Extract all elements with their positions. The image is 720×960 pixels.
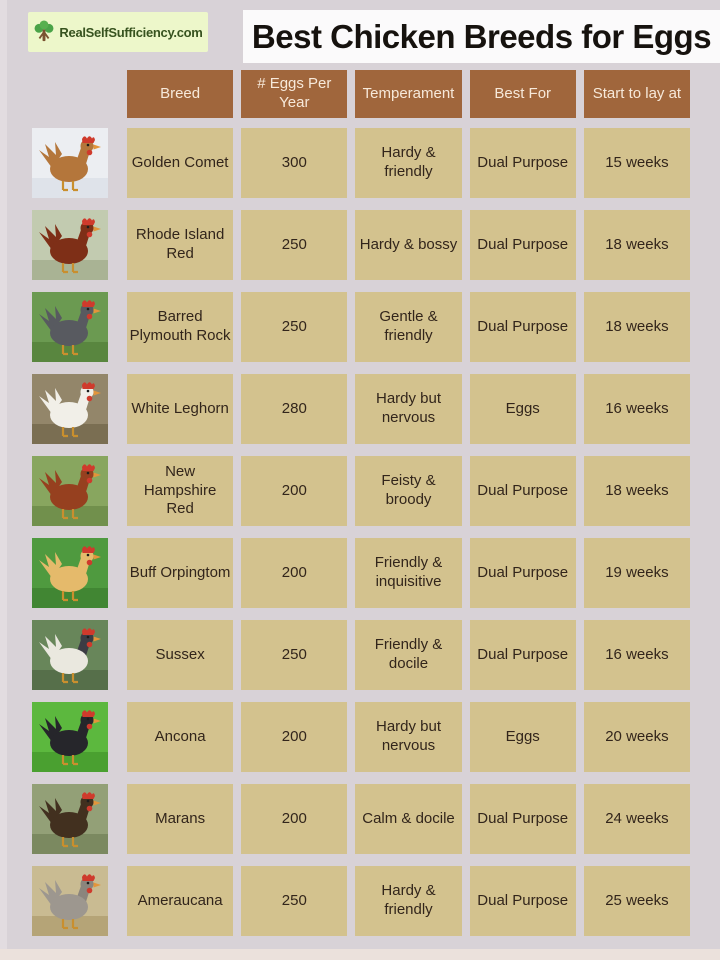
- start-cell: 16 weeks: [584, 374, 690, 444]
- title-banner: [243, 10, 720, 63]
- breed-photo: [32, 456, 108, 526]
- table-row: [32, 784, 690, 854]
- breed-cell: Ancona: [127, 702, 233, 772]
- logo-text: RealSelfSufficiency.com: [59, 24, 203, 40]
- table-row: [32, 538, 690, 608]
- breed-cell: New Hampshire Red: [127, 456, 233, 526]
- breed-cell: White Leghorn: [127, 374, 233, 444]
- logo: [28, 12, 208, 52]
- temperament-cell: Friendly & inquisitive: [355, 538, 461, 608]
- eggs-cell: 250: [241, 866, 347, 936]
- column-header-temperament: Temperament: [355, 70, 461, 118]
- best-for-cell: Dual Purpose: [470, 292, 576, 362]
- temperament-cell: Gentle & friendly: [355, 292, 461, 362]
- start-cell: 25 weeks: [584, 866, 690, 936]
- eggs-cell: 200: [241, 538, 347, 608]
- table-row: [32, 456, 690, 526]
- eggs-cell: 300: [241, 128, 347, 198]
- eggs-cell: 200: [241, 784, 347, 854]
- best-for-cell: Dual Purpose: [470, 620, 576, 690]
- start-cell: 18 weeks: [584, 292, 690, 362]
- left-edge-strip: [0, 0, 7, 960]
- start-cell: 18 weeks: [584, 456, 690, 526]
- start-cell: 16 weeks: [584, 620, 690, 690]
- temperament-cell: Hardy but nervous: [355, 702, 461, 772]
- header-photo-spacer: [32, 70, 108, 118]
- eggs-cell: 200: [241, 702, 347, 772]
- table-row: [32, 620, 690, 690]
- breed-photo: [32, 374, 108, 444]
- start-cell: 19 weeks: [584, 538, 690, 608]
- best-for-cell: Dual Purpose: [470, 456, 576, 526]
- breed-photo: [32, 784, 108, 854]
- best-for-cell: Dual Purpose: [470, 210, 576, 280]
- breed-photo: [32, 538, 108, 608]
- temperament-cell: Hardy but nervous: [355, 374, 461, 444]
- table-row: [32, 210, 690, 280]
- breed-photo: [32, 292, 108, 362]
- breed-photo: [32, 620, 108, 690]
- breed-cell: Buff Orpingtom: [127, 538, 233, 608]
- breed-photo: [32, 210, 108, 280]
- column-header-breed: Breed: [127, 70, 233, 118]
- start-cell: 20 weeks: [584, 702, 690, 772]
- best-for-cell: Eggs: [470, 374, 576, 444]
- breeds-table: [32, 70, 690, 948]
- eggs-cell: 250: [241, 292, 347, 362]
- page-title: Best Chicken Breeds for Eggs: [251, 17, 712, 55]
- best-for-cell: Dual Purpose: [470, 784, 576, 854]
- table-row: [32, 128, 690, 198]
- eggs-cell: 250: [241, 620, 347, 690]
- eggs-cell: 200: [241, 456, 347, 526]
- bottom-strip: [0, 949, 720, 960]
- breed-cell: Ameraucana: [127, 866, 233, 936]
- breed-cell: Barred Plymouth Rock: [127, 292, 233, 362]
- column-header-start-to-lay: Start to lay at: [584, 70, 690, 118]
- table-row: [32, 866, 690, 936]
- table-row: [32, 374, 690, 444]
- breed-photo: [32, 128, 108, 198]
- temperament-cell: Friendly & docile: [355, 620, 461, 690]
- temperament-cell: Hardy & bossy: [355, 210, 461, 280]
- breed-cell: Rhode Island Red: [127, 210, 233, 280]
- table-row: [32, 702, 690, 772]
- column-header-eggs-per-year: # Eggs Per Year: [241, 70, 347, 118]
- best-for-cell: Dual Purpose: [470, 866, 576, 936]
- start-cell: 18 weeks: [584, 210, 690, 280]
- breed-cell: Golden Comet: [127, 128, 233, 198]
- eggs-cell: 280: [241, 374, 347, 444]
- table-row: [32, 292, 690, 362]
- temperament-cell: Feisty & broody: [355, 456, 461, 526]
- best-for-cell: Dual Purpose: [470, 538, 576, 608]
- breed-cell: Sussex: [127, 620, 233, 690]
- breed-photo: [32, 866, 108, 936]
- breed-photo: [32, 702, 108, 772]
- eggs-cell: 250: [241, 210, 347, 280]
- temperament-cell: Calm & docile: [355, 784, 461, 854]
- temperament-cell: Hardy & friendly: [355, 128, 461, 198]
- best-for-cell: Dual Purpose: [470, 128, 576, 198]
- start-cell: 24 weeks: [584, 784, 690, 854]
- start-cell: 15 weeks: [584, 128, 690, 198]
- best-for-cell: Eggs: [470, 702, 576, 772]
- breed-cell: Marans: [127, 784, 233, 854]
- table-header-row: [32, 70, 690, 118]
- tree-icon: [33, 20, 55, 44]
- temperament-cell: Hardy & friendly: [355, 866, 461, 936]
- column-header-best-for: Best For: [470, 70, 576, 118]
